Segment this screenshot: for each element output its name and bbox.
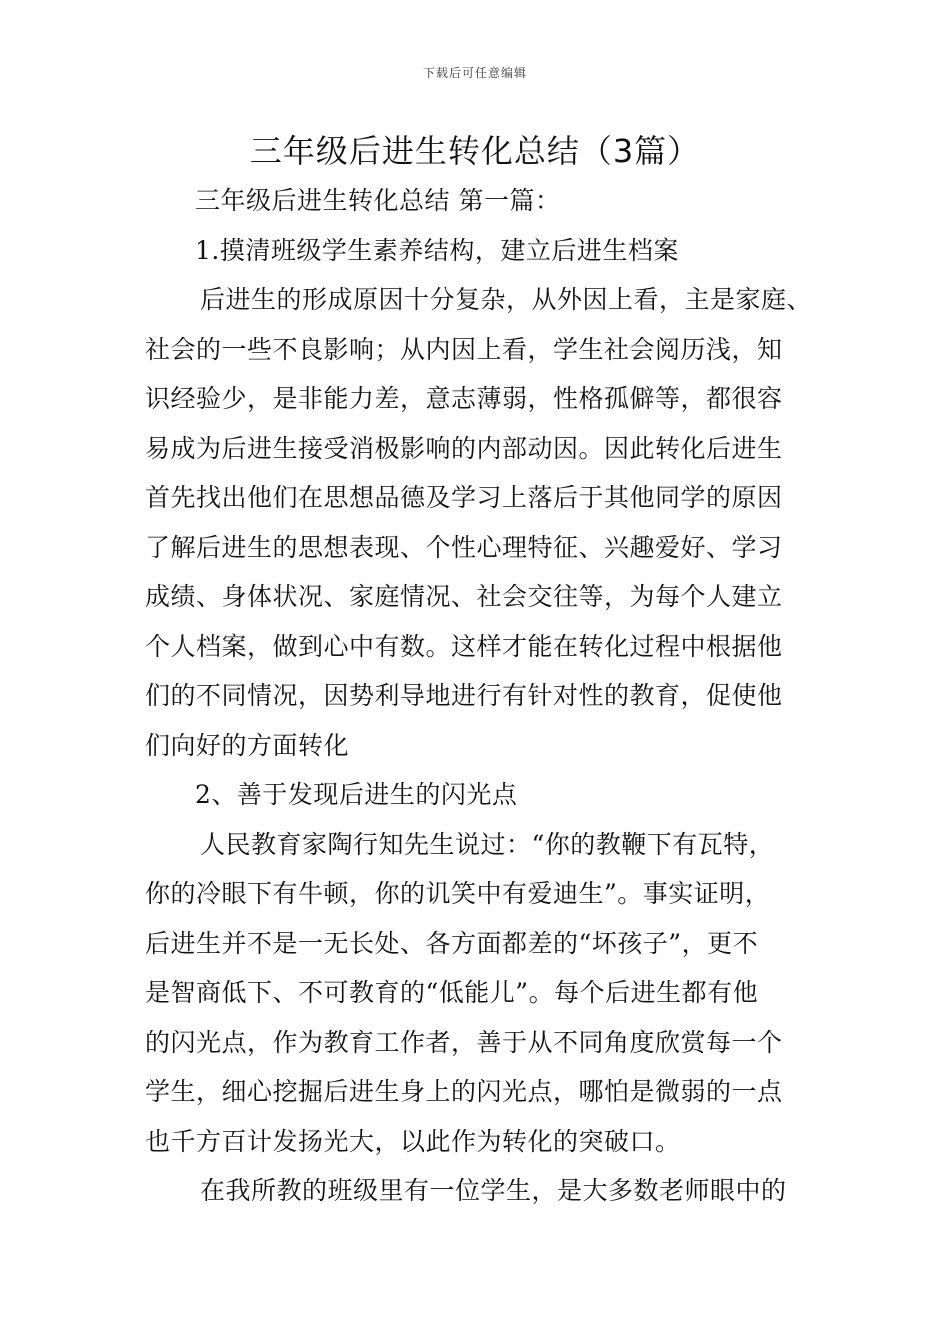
text-line: 三年级后进生转化总结 第一篇： [195,186,561,215]
text-line: 后进生并不是一无长处、各方面都差的“坏孩子”，更不 [145,928,759,958]
text-line: 们的不同情况，因势利导地进行有针对性的教育，促使他 [145,681,783,710]
text-line: 首先找出他们在思想品德及学习上落后于其他同学的原因 [145,483,783,512]
text-line: 的闪光点，作为教育工作者，善于从不同角度欣赏每一个 [145,1027,783,1057]
text-line: 成绩、身体状况、家庭情况、社会交往等，为每个人建立 [145,582,783,611]
text-line: 人民教育家陶行知先生说过：“你的教鞭下有瓦特， [200,829,775,859]
text-line: 个人档案，做到心中有数。这样才能在转化过程中根据他 [145,631,783,661]
text-line: 们向好的方面转化 [145,730,350,760]
text-line: 也千方百计发扬光大，以此作为转化的突破口。 [145,1126,681,1156]
text-line: 易成为后进生接受消极影响的内部动因。因此转化后进生 [145,433,783,463]
text-line: 识经验少，是非能力差，意志薄弱，性格孤僻等，都很容 [145,384,783,413]
document-body [145,176,813,1216]
document-title: 三年级后进生转化总结（3篇） [249,132,701,170]
text-line: 是智商低下、不可教育的“低能儿”。每个后进生都有他 [145,978,759,1007]
text-line: 后进生的形成原因十分复杂，从外因上看，主是家庭、 [200,285,813,314]
text-line: 你的冷眼下有牛顿，你的讥笑中有爱迪生”。事实证明， [145,879,771,908]
text-line: 1.摸清班级学生素养结构，建立后进生档案 [195,235,679,265]
text-line: 2、善于发现后进生的闪光点 [195,780,518,809]
text-line: 学生，细心挖掘后进生身上的闪光点，哪怕是微弱的一点 [145,1077,783,1106]
text-line: 社会的一些不良影响；从内因上看，学生社会阅历浅，知 [145,334,783,364]
text-line: 了解后进生的思想表现、个性心理特征、兴趣爱好、学习 [145,532,783,562]
header-note: 下载后可任意编辑 [422,66,527,80]
text-line: 在我所教的班级里有一位学生，是大多数老师眼中的 [200,1176,787,1205]
